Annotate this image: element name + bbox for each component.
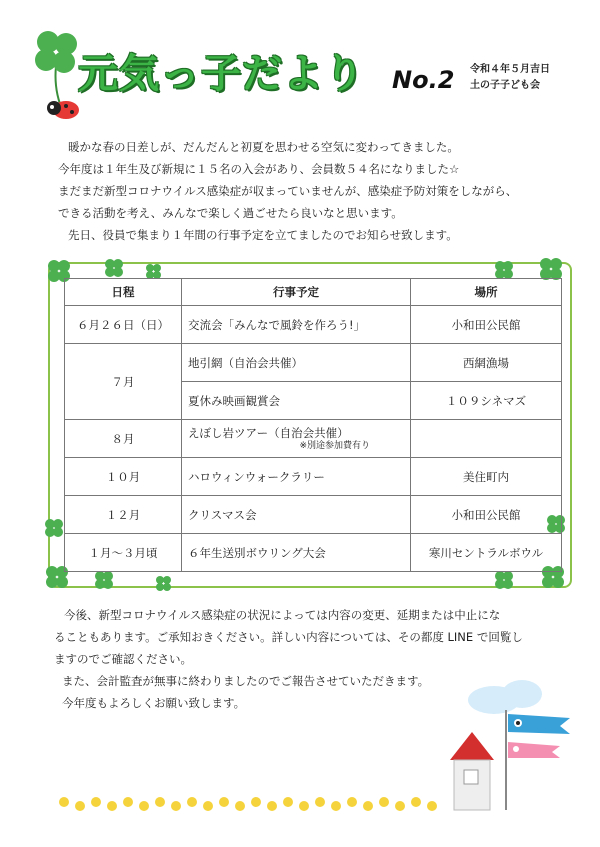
flower-icon (395, 801, 405, 811)
row-event: 夏休み映画観賞会 (182, 382, 411, 420)
flower-icon (315, 797, 325, 807)
flower-icon (187, 797, 197, 807)
row-date: ６月２６日（日） (65, 306, 182, 344)
flower-icon (59, 797, 69, 807)
row-place: １０９シネマズ (411, 382, 562, 420)
intro-line: まだまだ新型コロナウイルス感染症が収まっていませんが、感染症予防対策をしながら、 (58, 184, 518, 198)
flower-icon (267, 801, 277, 811)
column-header-place: 場所 (411, 279, 562, 306)
row-place (411, 420, 562, 458)
organization-name: 土の子子ども会 (470, 80, 540, 91)
row-place: 西網漁場 (411, 344, 562, 382)
row-date: １２月 (65, 496, 182, 534)
intro-line: 今年度は１年生及び新規に１５名の入会があり、会員数５４名になりました☆ (58, 162, 460, 176)
closing-line: 今後、新型コロナウイルス感染症の状況によっては内容の変更、延期または中止にな (64, 608, 501, 622)
flower-border-decoration (56, 794, 446, 814)
table-row (65, 420, 562, 458)
flower-icon (91, 797, 101, 807)
table-row (65, 306, 562, 344)
row-place: 小和田公民館 (411, 496, 562, 534)
closing-line: また、会計監査が無事に終わりましたのでご報告させていただきます。 (62, 674, 430, 688)
clover-ladybug-icon (26, 26, 86, 122)
header-meta (470, 62, 550, 94)
table-row (65, 534, 562, 572)
flower-icon (379, 797, 389, 807)
closing-line: ることもあります。ご承知おきください。詳しい内容については、その都度 LINE で回覧し (54, 630, 523, 644)
intro-line: できる活動を考え、みんなで楽しく過ごせたら良いなと思います。 (58, 206, 403, 220)
page-title: 元気っ子だより (78, 51, 365, 97)
flower-icon (235, 801, 245, 811)
flower-icon (107, 801, 117, 811)
flower-icon (427, 801, 437, 811)
table-row (65, 496, 562, 534)
table-header-row (65, 279, 562, 306)
closing-line: 今年度もよろしくお願い致します。 (62, 696, 246, 710)
row-event: 交流会「みんなで風鈴を作ろう!」 (182, 306, 411, 344)
row-date: １０月 (65, 458, 182, 496)
intro-text (58, 136, 578, 246)
issue-number: No.2 (392, 66, 455, 94)
row-event: クリスマス会 (182, 496, 411, 534)
house-koinobori-illustration (444, 670, 594, 820)
flower-icon (299, 801, 309, 811)
flower-icon (219, 797, 229, 807)
closing-line: ますのでご確認ください。 (54, 652, 192, 666)
flower-icon (347, 797, 357, 807)
flower-icon (155, 797, 165, 807)
table-row (65, 344, 562, 382)
flower-icon (331, 801, 341, 811)
intro-line: 先日、役員で集まり１年間の行事予定を立てましたのでお知らせ致します。 (68, 228, 458, 242)
row-place: 小和田公民館 (411, 306, 562, 344)
row-date: ８月 (65, 420, 182, 458)
flower-icon (251, 797, 261, 807)
flower-icon (139, 801, 149, 811)
flower-icon (75, 801, 85, 811)
flower-icon (171, 801, 181, 811)
intro-line: 暖かな春の日差しが、だんだんと初夏を思わせる空気に変わってきました。 (68, 140, 459, 154)
flower-icon (283, 797, 293, 807)
row-date: １月～３月頃 (65, 534, 182, 572)
issue-date: 令和４年５月吉日 (470, 64, 550, 75)
schedule-table (64, 278, 562, 572)
table-row (65, 458, 562, 496)
column-header-event: 行事予定 (182, 279, 411, 306)
row-event: ６年生送別ボウリング大会 (182, 534, 411, 572)
flower-icon (203, 801, 213, 811)
row-event-with-note (182, 420, 411, 458)
row-event: 地引網（自治会共催） (182, 344, 411, 382)
row-place: 寒川セントラルボウル (411, 534, 562, 572)
row-note: ※別途参加費有り (299, 441, 370, 451)
row-place: 美住町内 (411, 458, 562, 496)
column-header-date: 日程 (65, 279, 182, 306)
row-date: ７月 (65, 344, 182, 420)
flower-icon (363, 801, 373, 811)
flower-icon (123, 797, 133, 807)
row-event: ハロウィンウォークラリー (182, 458, 411, 496)
row-event: えぼし岩ツアー（自治会共催） (188, 426, 349, 440)
flower-icon (411, 797, 421, 807)
